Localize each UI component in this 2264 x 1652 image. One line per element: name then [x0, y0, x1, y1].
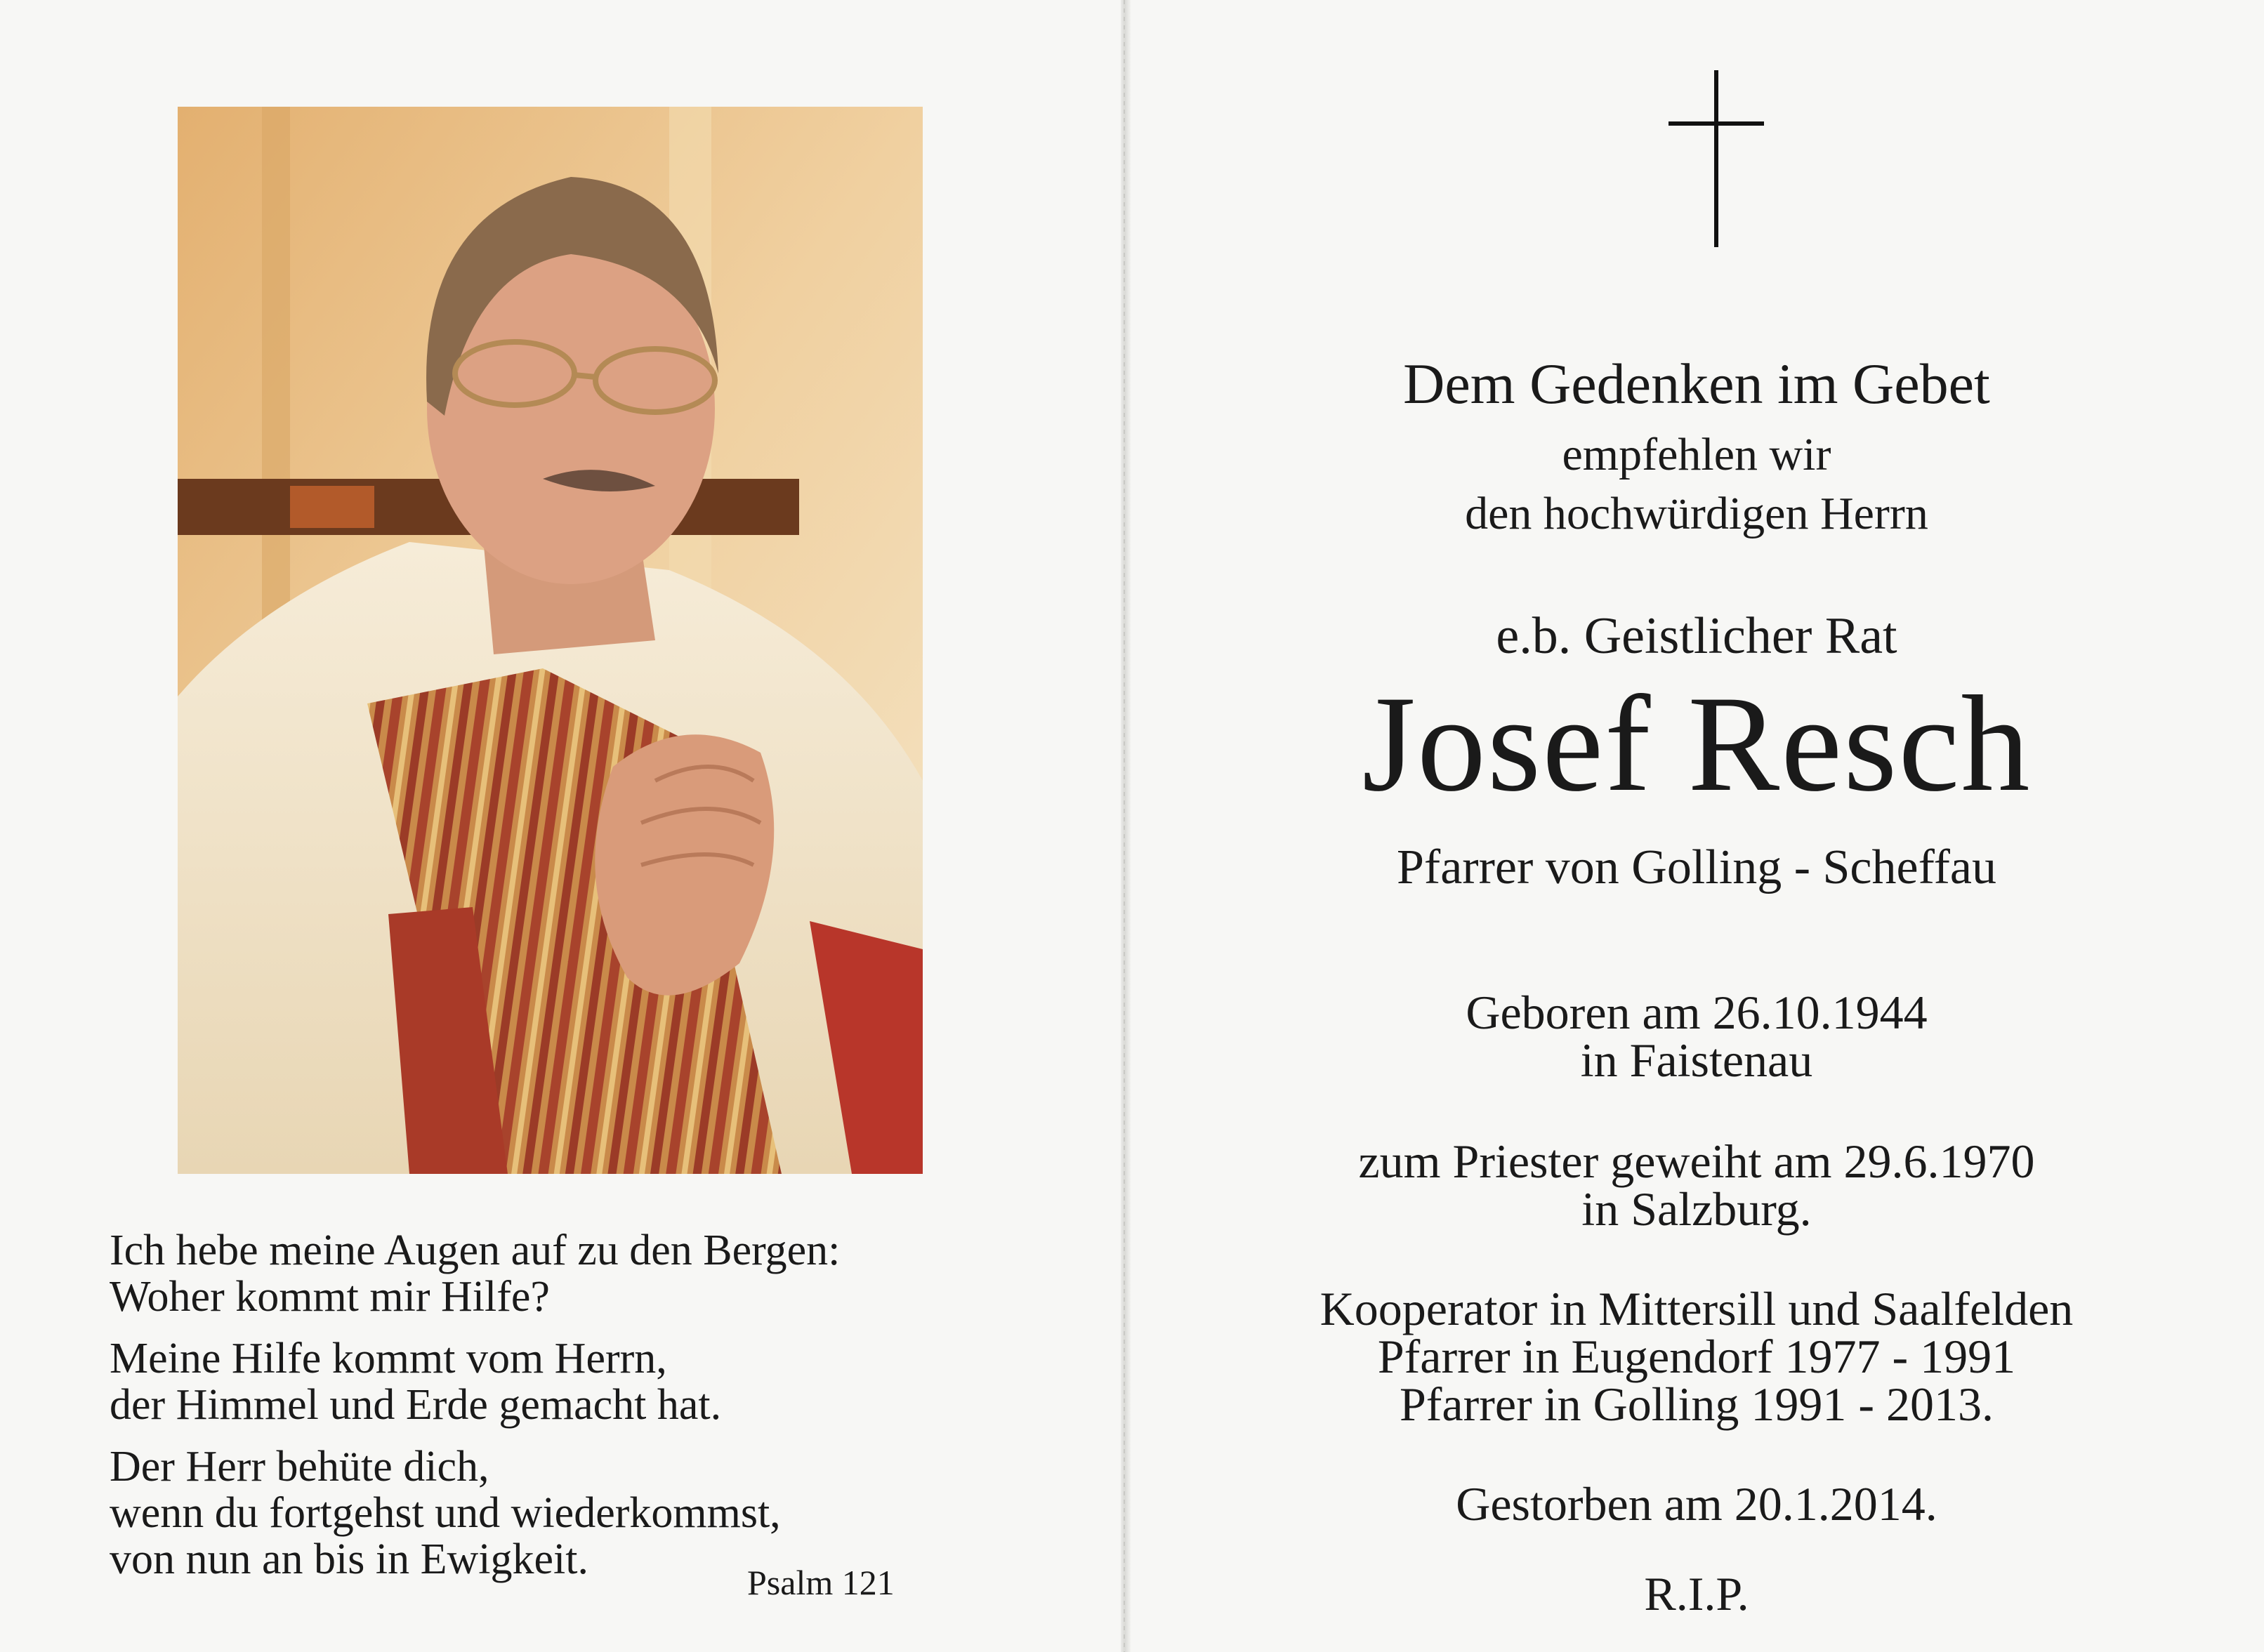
career-line: Kooperator in Mittersill und Saalfelden	[1319, 1282, 2074, 1335]
birth-date: Geboren am 26.10.1944	[1466, 986, 1928, 1039]
deceased-name: Josef Resch	[1362, 668, 2032, 820]
career-info	[1129, 1282, 2264, 1431]
memorial-heading: Dem Gedenken im Gebet	[1403, 352, 1990, 416]
memorial-line-2: empfehlen wir	[1562, 429, 1831, 480]
rip-text: R.I.P.	[1644, 1567, 1749, 1620]
office-title: Pfarrer von Golling - Scheffau	[1396, 840, 1996, 894]
career-line: Pfarrer in Eugendorf 1977 - 1991	[1377, 1330, 2016, 1383]
psalm-stanza-1	[110, 1227, 994, 1320]
psalm-line: Meine Hilfe kommt vom Herrn,	[110, 1335, 667, 1382]
ordination-place: in Salzburg.	[1581, 1182, 1812, 1236]
birth-place: in Faistenau	[1580, 1033, 1813, 1087]
psalm-line: Der Herr behüte dich,	[110, 1443, 489, 1491]
career-line: Pfarrer in Golling 1991 - 2013.	[1399, 1377, 1994, 1431]
honorific-title: e.b. Geistlicher Rat	[1496, 607, 1897, 665]
psalm-reference: Psalm 121	[747, 1563, 895, 1602]
ordination-info	[1129, 1135, 2264, 1236]
portrait-photo	[178, 107, 923, 1174]
psalm-stanza-2	[110, 1335, 994, 1428]
psalm-line: Ich hebe meine Augen auf zu den Bergen:	[110, 1227, 841, 1274]
death-date: Gestorben am 20.1.2014.	[1456, 1477, 1937, 1531]
psalm-text	[110, 1227, 994, 1598]
psalm-line: von nun an bis in Ewigkeit.	[110, 1535, 588, 1583]
psalm-line: Woher kommt mir Hilfe?	[110, 1273, 550, 1321]
birth-info	[1129, 986, 2264, 1087]
ordination-date: zum Priester geweiht am 29.6.1970	[1358, 1135, 2035, 1188]
memorial-line-3: den hochwürdigen Herrn	[1465, 488, 1928, 539]
psalm-line: wenn du fortgehst und wiederkommst,	[110, 1489, 781, 1537]
cross-icon	[1667, 70, 1765, 253]
psalm-line: der Himmel und Erde gemacht hat.	[110, 1381, 722, 1429]
